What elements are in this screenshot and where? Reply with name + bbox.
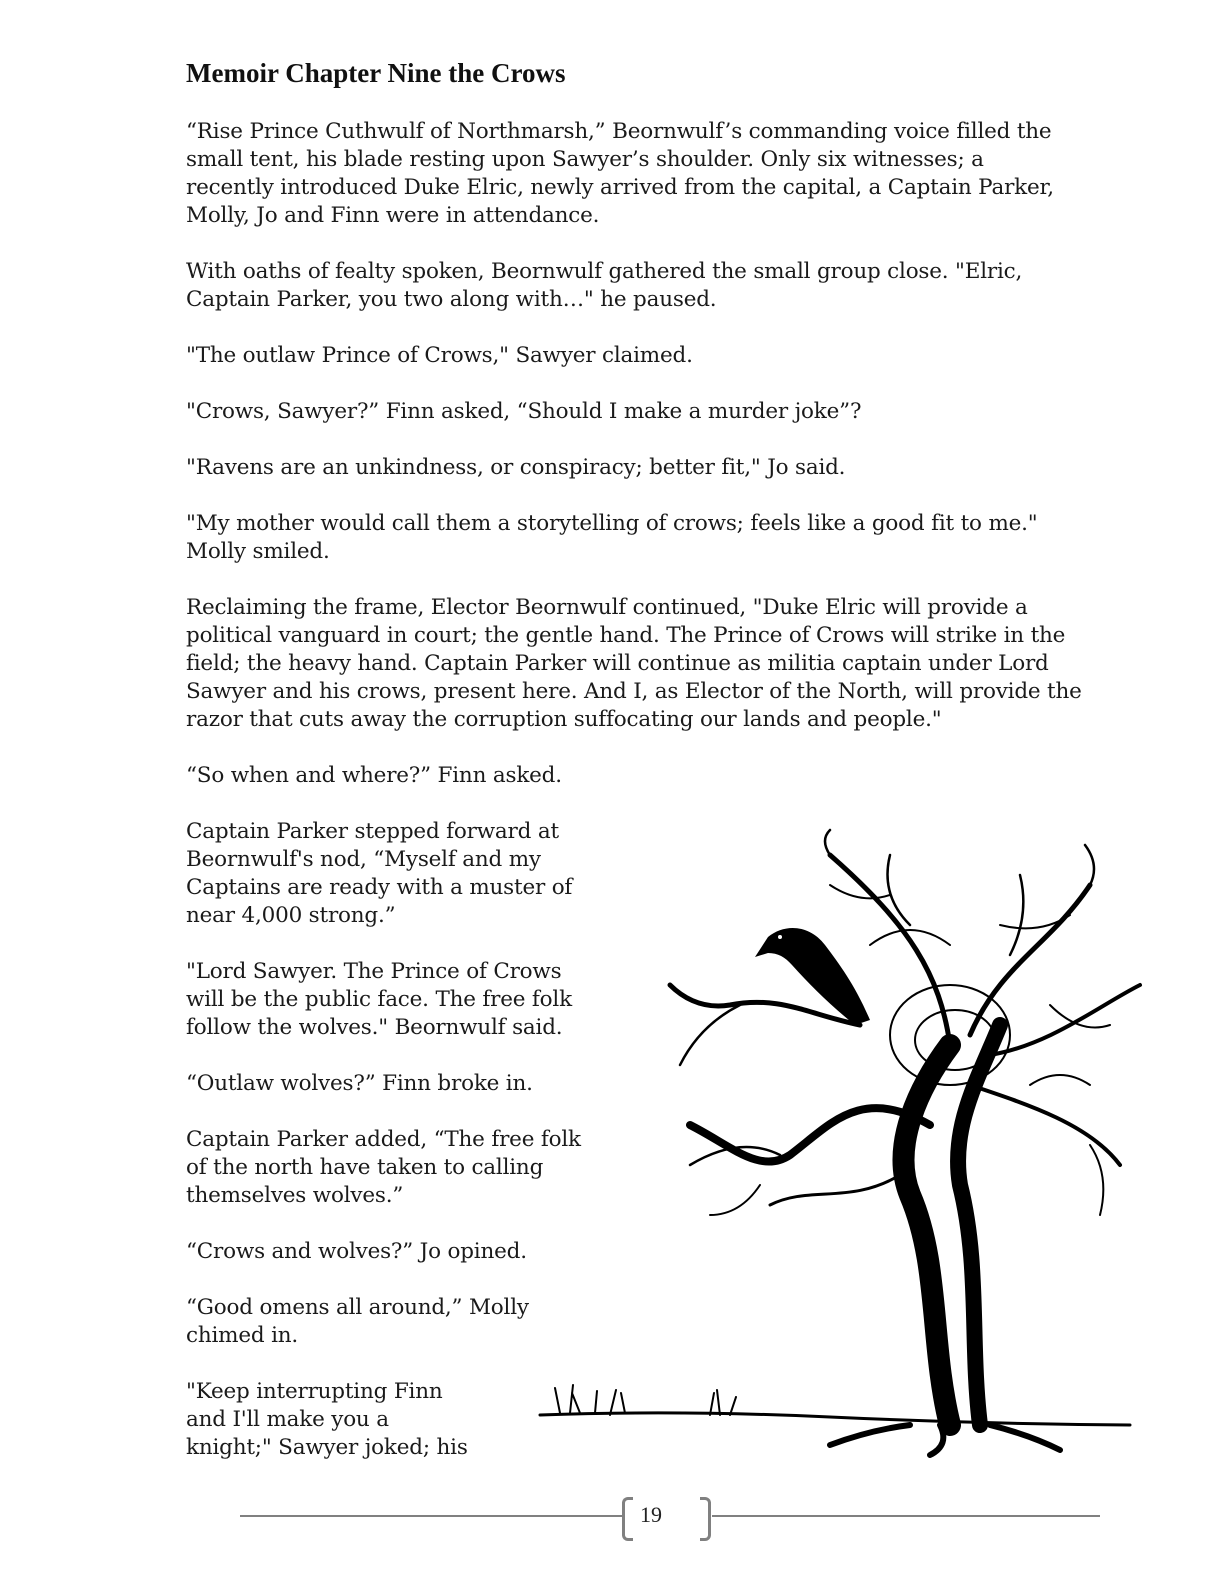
- text-line: themselves wolves.”: [186, 1183, 404, 1208]
- text-line: follow the wolves." Beornwulf said.: [186, 1015, 563, 1040]
- text-line: "Crows, Sawyer?” Finn asked, “Should I make a murder joke”?: [186, 399, 862, 424]
- text-line: Captain Parker added, “The free folk: [186, 1127, 581, 1152]
- crow-tree-illustration: [530, 825, 1150, 1465]
- text-line: “Good omens all around,” Molly: [186, 1295, 529, 1320]
- text-line: Captain Parker, you two along with…" he paused.: [186, 287, 717, 312]
- paragraph: [186, 118, 1082, 230]
- page-number-bracket-left: [622, 1497, 633, 1541]
- text-line: and I'll make you a: [186, 1407, 389, 1432]
- text-line: recently introduced Duke Elric, newly arrived from the capital, a Captain Parker,: [186, 175, 1054, 200]
- text-line: "Ravens are an unkindness, or conspiracy; better fit," Jo said.: [186, 455, 846, 480]
- text-line: Molly, Jo and Finn were in attendance.: [186, 203, 600, 228]
- text-line: will be the public face. The free folk: [186, 987, 572, 1012]
- text-line: "My mother would call them a storytelling of crows; feels like a good fit to me.": [186, 511, 1038, 536]
- text-line: "Keep interrupting Finn: [186, 1379, 443, 1404]
- text-line: Captain Parker stepped forward at: [186, 819, 559, 844]
- text-line: “Rise Prince Cuthwulf of Northmarsh,” Beornwulf’s commanding voice filled the: [186, 119, 1052, 144]
- chapter-title: Memoir Chapter Nine the Crows: [186, 58, 566, 88]
- page-number: 19: [640, 1502, 662, 1527]
- paragraph: [186, 398, 1082, 426]
- text-line: “Crows and wolves?” Jo opined.: [186, 1239, 527, 1264]
- text-line: Captains are ready with a muster of: [186, 875, 573, 900]
- footer-rule-left: [240, 1515, 622, 1517]
- text-line: field; the heavy hand. Captain Parker will continue as militia captain under Lord: [186, 651, 1049, 676]
- text-line: near 4,000 strong.”: [186, 903, 396, 928]
- text-line: Beornwulf's nod, “Myself and my: [186, 847, 541, 872]
- footer-rule-right: [712, 1515, 1100, 1517]
- text-line: small tent, his blade resting upon Sawyer’s shoulder. Only six witnesses; a: [186, 147, 984, 172]
- text-line: "Lord Sawyer. The Prince of Crows: [186, 959, 562, 984]
- text-line: With oaths of fealty spoken, Beornwulf gathered the small group close. "Elric,: [186, 259, 1023, 284]
- text-line: chimed in.: [186, 1323, 299, 1348]
- text-line: Molly smiled.: [186, 539, 330, 564]
- paragraph: [186, 594, 1082, 734]
- paragraph: [186, 342, 1082, 370]
- text-line: knight;" Sawyer joked; his: [186, 1435, 468, 1460]
- paragraph: [186, 454, 1082, 482]
- paragraph: [186, 762, 1082, 790]
- text-line: Reclaiming the frame, Elector Beornwulf continued, "Duke Elric will provide a: [186, 595, 1028, 620]
- text-line: Sawyer and his crows, present here. And I, as Elector of the North, will provide the: [186, 679, 1082, 704]
- text-line: “Outlaw wolves?” Finn broke in.: [186, 1071, 533, 1096]
- page-number-bracket-right: [700, 1497, 711, 1541]
- text-line: of the north have taken to calling: [186, 1155, 544, 1180]
- text-line: “So when and where?” Finn asked.: [186, 763, 562, 788]
- text-line: "The outlaw Prince of Crows," Sawyer claimed.: [186, 343, 693, 368]
- paragraph: [186, 510, 1082, 566]
- text-line: political vanguard in court; the gentle hand. The Prince of Crows will strike in the: [186, 623, 1066, 648]
- paragraph: [186, 258, 1082, 314]
- text-line: razor that cuts away the corruption suffocating our lands and people.": [186, 707, 942, 732]
